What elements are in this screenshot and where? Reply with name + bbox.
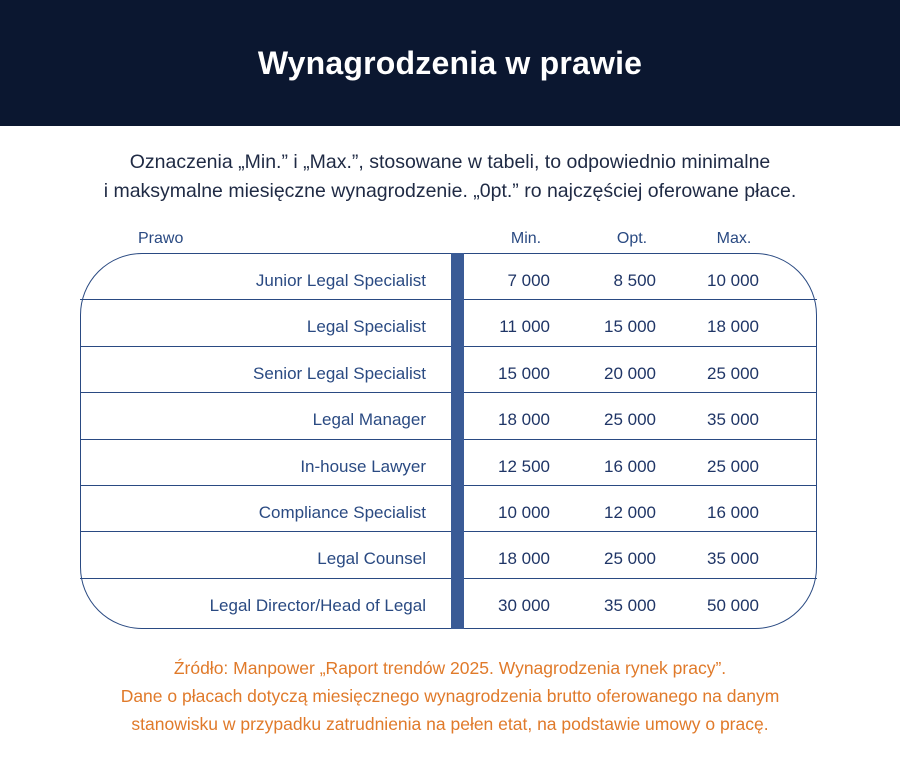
position-name: Legal Specialist xyxy=(306,317,426,336)
source-line-3: stanowisku w przypadku zatrudnienia na pełen etat, na podstawie umowy o pracę. xyxy=(131,714,769,734)
optimal-salary: 12 000 xyxy=(604,503,656,522)
optimal-salary: 16 000 xyxy=(604,457,656,476)
page-title: Wynagrodzenia w prawie xyxy=(257,44,643,81)
max-salary: 35 000 xyxy=(707,549,759,568)
position-name: Compliance Specialist xyxy=(258,503,426,522)
table-row xyxy=(80,583,817,629)
position-name: Legal Counsel xyxy=(317,549,426,568)
max-salary: 25 000 xyxy=(707,457,759,476)
table-row xyxy=(80,444,817,490)
table-row xyxy=(80,490,817,536)
position-name: Legal Manager xyxy=(312,410,426,429)
table-row xyxy=(80,397,817,443)
max-salary: 50 000 xyxy=(707,596,759,615)
min-salary: 18 000 xyxy=(498,549,550,568)
optimal-salary: 20 000 xyxy=(604,364,656,383)
position-name: Senior Legal Specialist xyxy=(253,364,426,383)
min-salary: 7 000 xyxy=(507,271,550,290)
optimal-salary: 25 000 xyxy=(604,410,656,429)
max-salary: 25 000 xyxy=(707,364,759,383)
optimal-salary: 15 000 xyxy=(604,317,656,336)
min-salary: 11 000 xyxy=(499,317,550,336)
max-salary: 16 000 xyxy=(707,503,759,522)
intro-line-2: i maksymalne miesięczne wynagrodzenie. „0pt.” ro najczęściej oferowane płace. xyxy=(103,180,797,202)
min-salary: 18 000 xyxy=(498,410,550,429)
position-name: In-house Lawyer xyxy=(300,457,426,476)
position-name: Legal Director/Head of Legal xyxy=(209,596,426,615)
row-separator xyxy=(80,531,817,532)
row-separator xyxy=(80,346,817,347)
min-salary: 10 000 xyxy=(498,503,550,522)
max-salary: 18 000 xyxy=(707,317,759,336)
min-salary: 30 000 xyxy=(498,596,550,615)
table-row xyxy=(80,536,817,582)
optimal-salary: 25 000 xyxy=(604,549,656,568)
source-line-1: Źródło: Manpower „Raport trendów 2025. Wynagrodzenia rynek pracy”. xyxy=(173,658,727,678)
position-name: Junior Legal Specialist xyxy=(255,271,426,290)
optimal-salary: 35 000 xyxy=(604,596,656,615)
column-header-opt: Opt. xyxy=(616,230,648,247)
row-separator xyxy=(80,578,817,579)
column-header-max: Max. xyxy=(716,230,752,247)
table-row xyxy=(80,258,817,304)
source-note xyxy=(0,654,900,738)
table-row xyxy=(80,351,817,397)
optimal-salary: 8 500 xyxy=(613,271,656,290)
source-line-2: Dane o płacach dotyczą miesięcznego wynagrodzenia brutto oferowanego na danym xyxy=(120,686,780,706)
table-column-headers xyxy=(0,230,900,252)
header-banner xyxy=(0,0,900,126)
table-row xyxy=(80,304,817,350)
row-separator xyxy=(80,299,817,300)
max-salary: 10 000 xyxy=(707,271,759,290)
min-salary: 12 500 xyxy=(498,457,550,476)
category-header: Prawo xyxy=(138,230,184,247)
column-header-min: Min. xyxy=(510,230,542,247)
row-separator xyxy=(80,485,817,486)
row-separator xyxy=(80,392,817,393)
table-column-divider xyxy=(451,253,464,629)
intro-text xyxy=(0,148,900,206)
max-salary: 35 000 xyxy=(707,410,759,429)
intro-line-1: Oznaczenia „Min.” i „Max.”, stosowane w tabeli, to odpowiednio minimalne xyxy=(129,151,771,173)
min-salary: 15 000 xyxy=(498,364,550,383)
row-separator xyxy=(80,439,817,440)
